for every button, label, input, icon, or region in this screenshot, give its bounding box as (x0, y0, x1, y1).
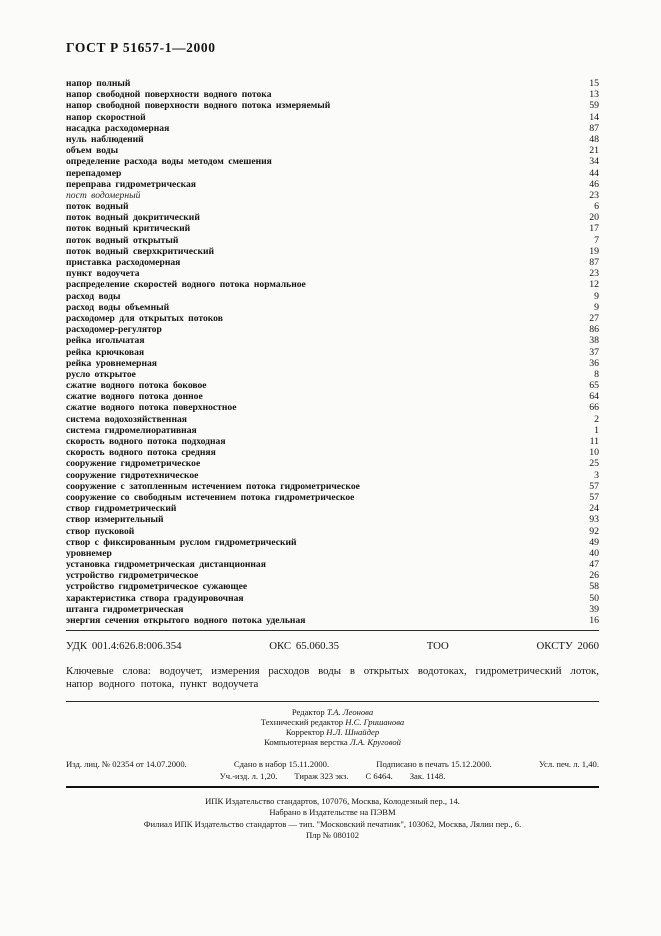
publisher-line: Филиал ИПК Издательство стандартов — тип. "Московский печатник", 103062, Москва, Лялин пер., 6. (143, 818, 522, 829)
index-entry-term: сооружение гидрометрическое (66, 458, 201, 470)
index-entry-page: 26 (589, 570, 599, 582)
index-entry (66, 537, 599, 548)
index-entry-term: расходомер для открытых потоков (66, 312, 223, 324)
imprint-block (66, 759, 599, 782)
index-entry-term: напор полный (66, 78, 131, 89)
index-entry (66, 179, 599, 190)
credit-name: Т.А. Леонова (326, 707, 374, 718)
imprint-line-1 (66, 759, 599, 771)
credits-block (66, 707, 599, 747)
credit-role: Технический редактор (260, 717, 346, 728)
index-entry-term: приставка расходомерная (66, 257, 181, 268)
index-entry-term: пункт водоучета (66, 268, 140, 280)
divider-above-credits (66, 701, 599, 702)
index-entry (66, 570, 599, 581)
index-entry-term: система водохозяйственная (66, 413, 187, 425)
index-entry-page: 86 (589, 324, 599, 336)
index-entry-page: 19 (589, 245, 599, 257)
index-entry-page: 47 (589, 559, 599, 571)
index-entry (66, 145, 599, 156)
index-entry-term: сжатие водного потока поверхностное (66, 402, 237, 414)
credit-line (66, 727, 599, 737)
index-entry (66, 257, 599, 268)
index-entry (66, 212, 599, 223)
imprint-item: Усл. печ. л. 1,40. (538, 759, 599, 770)
index-entry (66, 347, 599, 358)
index-entry (66, 302, 599, 313)
index-entry (66, 201, 599, 212)
index-entry-page: 49 (589, 536, 599, 548)
index-entry-page: 87 (589, 257, 599, 268)
imprint-item: Тираж 323 экз. (294, 770, 349, 781)
index-entry (66, 223, 599, 234)
index-entry-page: 59 (589, 100, 599, 112)
index-entry-term: створ с фиксированным руслом гидрометрический (66, 536, 297, 548)
imprint-item: Сдано в набор 15.11.2000. (233, 759, 330, 770)
index-entry-page: 36 (589, 357, 599, 369)
index-entry-term: скорость водного потока средняя (66, 447, 216, 459)
index-entry (66, 291, 599, 302)
index-entry (66, 235, 599, 246)
index-entry (66, 89, 599, 100)
index-entry-page: 7 (594, 234, 599, 246)
index-entry-term: переправа гидрометрическая (66, 178, 197, 190)
index-entry (66, 313, 599, 324)
index-entry-page: 93 (589, 514, 599, 526)
publisher-line: Плр № 080102 (305, 830, 360, 841)
index-entry-term: поток водный сверхкритический (66, 245, 215, 257)
imprint-item: Подписано в печать 15.12.2000. (376, 759, 492, 770)
keywords-paragraph: Ключевые слова: водоучет, измерения расходов воды в открытых водотоках, гидрометрический лоток, напор водного потока, пункт водоучета (66, 665, 599, 690)
index-entry (66, 324, 599, 335)
index-entry-term: скорость водного потока подходная (66, 436, 226, 447)
imprint-item: С 6464. (365, 770, 393, 781)
okstu-code: ОКСТУ 2060 (536, 640, 599, 653)
index-entry-page: 3 (594, 469, 599, 481)
index-entry (66, 492, 599, 503)
imprint-item: Зак. 1148. (409, 770, 446, 781)
index-entry-page: 37 (589, 346, 599, 358)
index-entry-term: рейка игольчатая (66, 335, 145, 347)
index-entry-term: поток водный критический (66, 223, 191, 235)
index-entry-term: створ гидрометрический (66, 503, 177, 515)
index-entry (66, 447, 599, 458)
credit-line (66, 737, 599, 747)
index-entry-page: 24 (589, 503, 599, 515)
index-entry (66, 268, 599, 279)
index-entry-page: 34 (589, 156, 599, 168)
credit-line (66, 707, 599, 717)
index-entry-term: сжатие водного потока донное (66, 391, 203, 403)
index-entry-term: сооружение с затопленным истечением потока гидрометрическое (66, 480, 360, 492)
index-entry-term: поток водный (66, 201, 129, 213)
index-entry-page: 2 (594, 413, 599, 425)
index-entry (66, 425, 599, 436)
index-entry (66, 414, 599, 425)
index-entry-page: 8 (594, 368, 599, 380)
imprint-item: Изд. лиц. № 02354 от 14.07.2000. (66, 759, 187, 770)
index-entry-term: устройство гидрометрическое сужающее (66, 581, 248, 593)
index-entry (66, 190, 599, 201)
index-entry (66, 458, 599, 469)
index-entry-term: рейка уровнемерная (66, 357, 157, 369)
index-entry-page: 65 (589, 380, 599, 392)
index-entry-term: установка гидрометрическая дистанционная (66, 559, 266, 571)
index-entry (66, 436, 599, 447)
index-entry-page: 25 (589, 458, 599, 470)
index-entry (66, 481, 599, 492)
index-entry (66, 156, 599, 167)
index-entry-term: уровнемер (66, 547, 112, 559)
credit-name: Л.А. Круговой (349, 737, 401, 748)
index-entry-page: 44 (589, 167, 599, 179)
index-entry-page: 58 (589, 581, 599, 593)
index-entry-term: энергия сечения открытого водного потока удельная (66, 615, 306, 626)
index-entry-page: 27 (589, 312, 599, 324)
index-entry-term: устройство гидрометрическое (66, 570, 199, 582)
index-entry-page: 10 (589, 447, 599, 459)
index-entry (66, 559, 599, 570)
index-entry (66, 123, 599, 134)
index-entry (66, 514, 599, 525)
index-entry (66, 604, 599, 615)
index-entry-page: 11 (589, 436, 599, 447)
index-entry (66, 335, 599, 346)
index-entry-term: штанга гидрометрическая (66, 603, 184, 615)
classification-row (66, 640, 599, 652)
index-entry-page: 48 (589, 133, 599, 145)
credit-role: Редактор (291, 707, 327, 718)
index-entry (66, 78, 599, 89)
index-entry-term: расходомер-регулятор (66, 324, 162, 336)
index-entry-term: расход воды объемный (66, 301, 170, 313)
index-entry-term: перепадомер (66, 167, 122, 179)
index-entry-term: объем воды (66, 145, 119, 157)
index-entry-page: 50 (589, 592, 599, 604)
index-entry-term: рейка крючковая (66, 346, 145, 358)
index-entry (66, 380, 599, 391)
index-entry (66, 581, 599, 592)
index-entry-term: створ измерительный (66, 514, 164, 526)
index-entry-page: 87 (589, 122, 599, 134)
index-entry-page: 15 (589, 78, 599, 89)
index-entry-page: 21 (589, 145, 599, 157)
index-entry (66, 246, 599, 257)
index-entry-page: 9 (594, 301, 599, 313)
index-entry-page: 46 (589, 178, 599, 190)
index-entry (66, 615, 599, 626)
oks-code: ОКС 65.060.35 (269, 640, 340, 653)
index-entry (66, 593, 599, 604)
index-entry-term: система гидромелиоративная (66, 424, 197, 436)
credit-name: Н.С. Гришанова (345, 717, 405, 728)
index-entry-term: насадка расходомерная (66, 122, 170, 134)
index-entry-page: 12 (589, 279, 599, 291)
index-entry-page: 40 (589, 547, 599, 559)
index-entry-term: напор скоростной (66, 111, 146, 123)
index-entry-term: характеристика створа градуировочная (66, 592, 244, 604)
index-entry-term: определение расхода воды методом смешения (66, 156, 272, 168)
index-entry (66, 402, 599, 413)
index-entry-page: 66 (589, 402, 599, 414)
standard-number: ГОСТ Р 51657-1—2000 (66, 40, 216, 55)
index-entry (66, 369, 599, 380)
index-entry-page: 17 (589, 223, 599, 235)
index-entry-page: 1 (594, 424, 599, 436)
index-entry-term: распределение скоростей водного потока нормальное (66, 279, 306, 291)
index-entry (66, 503, 599, 514)
group-code: ТОО (426, 640, 449, 653)
index-entry (66, 279, 599, 290)
credit-line (66, 717, 599, 727)
index-entry-page: 16 (589, 615, 599, 626)
publisher-line: Набрано в Издательстве на ПЭВМ (269, 807, 396, 818)
index-entry-page: 14 (589, 111, 599, 123)
index-entry-page: 20 (589, 212, 599, 224)
index-entry-page: 39 (589, 603, 599, 615)
index-entry-term: сжатие водного потока боковое (66, 380, 207, 392)
index-entry (66, 470, 599, 481)
index-entry (66, 100, 599, 111)
index-entry-term: сооружение гидротехническое (66, 469, 199, 481)
index-entry-term: поток водный открытый (66, 234, 179, 246)
index-entry-term: русло открытое (66, 368, 136, 380)
index-entry-page: 23 (589, 189, 599, 201)
index-entry (66, 548, 599, 559)
index-entry-page: 57 (589, 480, 599, 492)
index-entry-page: 6 (594, 201, 599, 213)
index-entry-page: 23 (589, 268, 599, 280)
thick-divider (66, 786, 599, 788)
imprint-item: Уч.-изд. л. 1,20. (219, 770, 278, 781)
index-entry-term: нуль наблюдений (66, 133, 144, 145)
index-entry-term: расход воды (66, 290, 121, 302)
index-entry (66, 134, 599, 145)
index-entry-page: 13 (589, 89, 599, 101)
index-entry-page: 9 (594, 290, 599, 302)
index-entry-page: 92 (589, 525, 599, 537)
imprint-line-2 (66, 771, 599, 783)
index-entry-page: 38 (589, 335, 599, 347)
index-entry (66, 168, 599, 179)
index-entry (66, 112, 599, 123)
credit-role: Корректор (285, 727, 327, 738)
index-entry (66, 391, 599, 402)
index-entry-term: поток водный докритический (66, 212, 200, 224)
index-entry-term: пост водомерный (66, 189, 141, 201)
index-entry-term: сооружение со свободным истечением потока гидрометрическое (66, 491, 355, 503)
alphabetical-index (66, 78, 599, 626)
credit-role: Компьютерная верстка (264, 737, 350, 748)
index-entry-term: напор свободной поверхности водного потока измеряемый (66, 100, 331, 112)
credit-name: Н.Л. Шнайдер (326, 727, 380, 738)
index-entry-term: напор свободной поверхности водного потока (66, 89, 272, 101)
index-entry (66, 526, 599, 537)
udk-code: УДК 001.4:626.8:006.354 (66, 640, 182, 653)
divider-above-udk (66, 630, 599, 631)
index-entry-page: 57 (589, 491, 599, 503)
publisher-block (66, 796, 599, 841)
index-entry-page: 64 (589, 391, 599, 403)
index-entry (66, 358, 599, 369)
index-entry-term: створ пусковой (66, 525, 135, 537)
publisher-line: ИПК Издательство стандартов, 107076, Москва, Колодезный пер., 14. (205, 796, 460, 807)
